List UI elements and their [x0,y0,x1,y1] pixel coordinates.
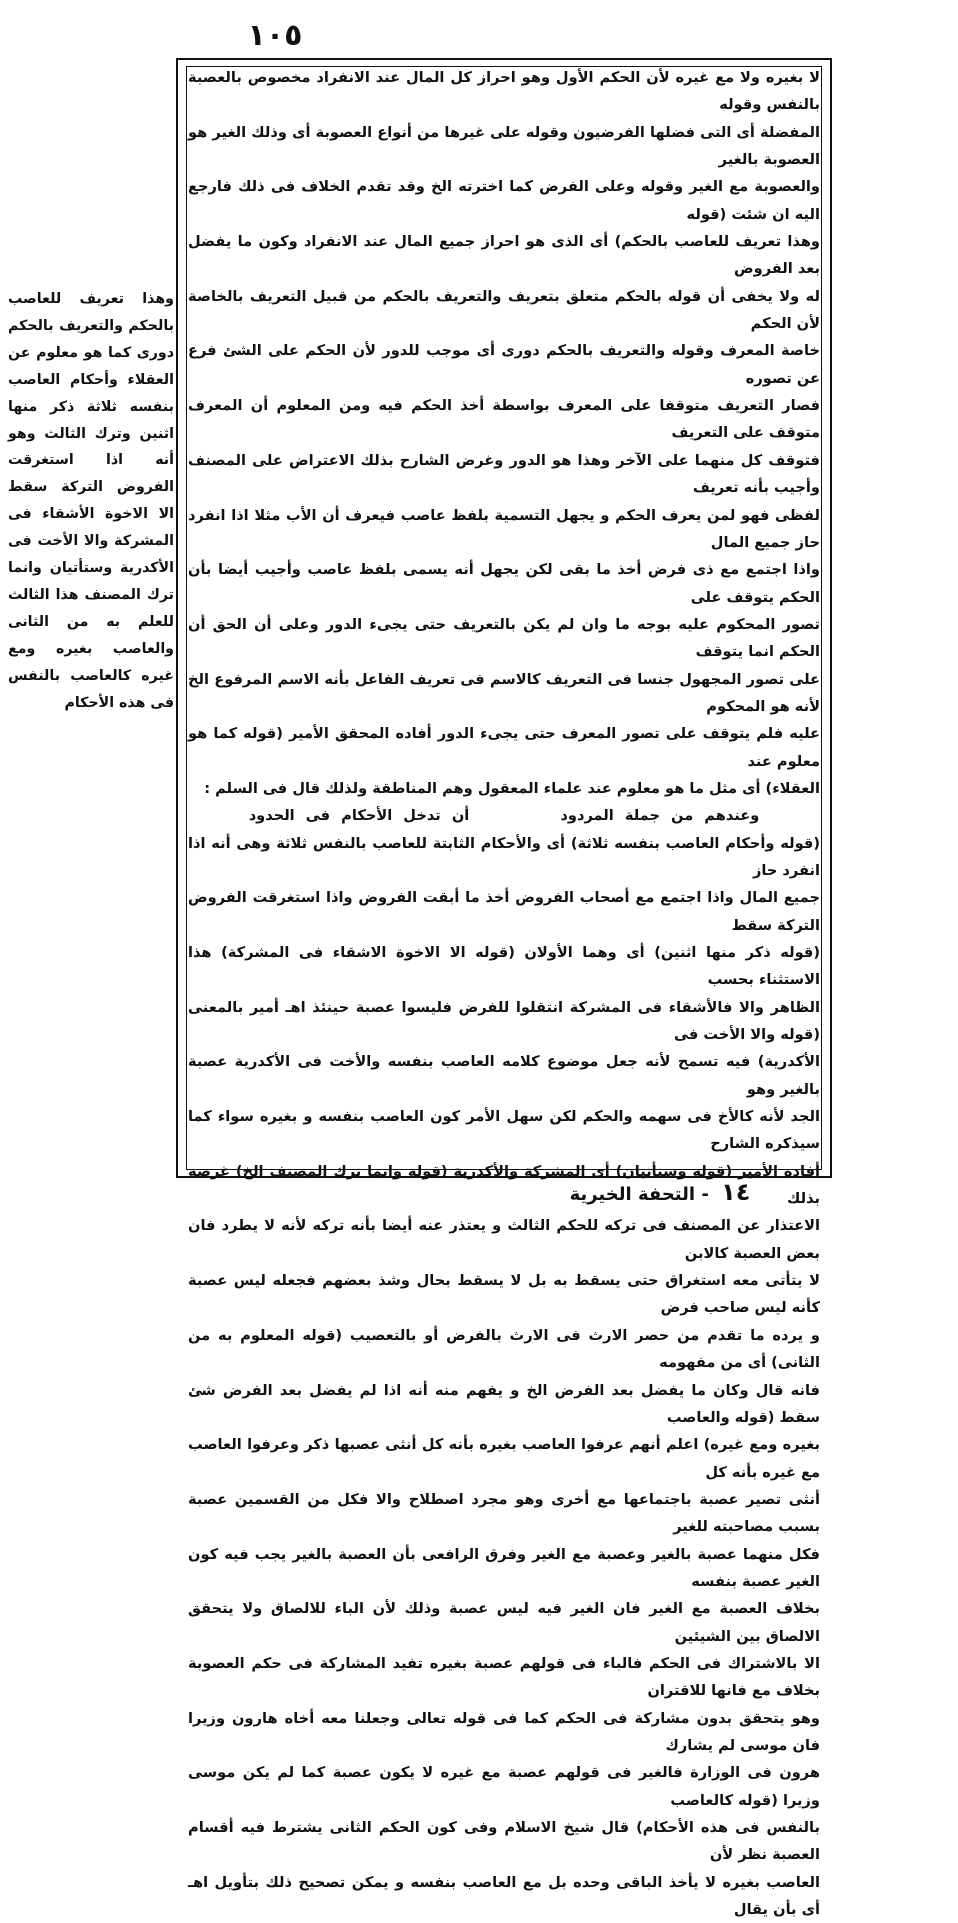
text-line: بغيره ومع غيره) اعلم أنهم عرفوا العاصب بغيره بأنه كل أنثى عصبها ذكر وعرفوا العاصب مع غيره بأنه كل [188,1436,820,1481]
page-footer [560,1178,760,1206]
text-line: لا يتأتى معه استغراق حتى يسقط به بل لا يسقط بحال وشذ بعضهم فجعله ليس عصبة كأنه ليس صاحب فرض [188,1272,820,1317]
text-line: وهو يتحقق بدون مشاركة فى الحكم كما فى قوله تعالى وجعلنا معه أخاه هارون وزيرا فان موسى لم يشارك [188,1709,820,1754]
verse-first-hemistich: وعندهم من جملة المردود [560,807,760,825]
text-line: العاصب بغيره لا يأخذ الباقى وحده بل مع العاصب بنفسه و يمكن تصحيح ذلك بتأويل اهـ أى بأن يقال [188,1873,820,1919]
text-line: عليه فلم يتوقف على تصور المعرف حتى يجىء الدور أفاده المحقق الأمير (قوله كما هو معلوم عند [188,725,820,770]
text-line: فكل منهما عصبة بالغير وعصبة مع الغير وفرق الرافعى بأن العصبة بالغير يجب فيه كون الغير عصبة بنفسه [188,1545,820,1590]
text-line: فانه قال وكان ما يفضل بعد الفرض الخ و يفهم منه أنه اذا لم يفضل بعد الفرض شئ سقط (قوله والعاصب [188,1381,820,1426]
poem-verse [188,802,820,829]
text-line: أنثى تصير عصبة باجتماعها مع أخرى وهو مجرد اصطلاح والا فكل من القسمين عصبة بسبب مصاحبته للغير [188,1490,820,1536]
text-line: فتوقف كل منهما على الآخر وهذا هو الدور وغرض الشارح بذلك الاعتراض على المصنف وأجيب بأنه تعريف [188,451,820,497]
text-line: هرون فى الوزارة فالغير فى قولهم عصبة مع غيره لا يكون عصبة كما لم يكن موسى وزيرا (قوله كالعاصب [188,1764,820,1809]
text-line: الأكدرية) فيه تسمح لأنه جعل موضوع كلامه العاصب بنفسه والأخت فى الأكدرية عصبة بالغير وهو [188,1053,820,1098]
margin-note: وهذا تعريف للعاصب بالحكم والتعريف بالحكم دورى كما هو معلوم عن العقلاء وأحكام العاصب بنفسه ثلاثة ذكر منها اثنين وترك الثالث وهو أنه اذا استغرقت الفروض التركة سقط الا الاخوة الأشقاء فى المشركة والا الأخت فى الأكدرية وستأتيان وانما ترك المصنف هذا الثالث للعلم به من الثانى والعاصب بغيره ومع غيره كالعاصب بالنفس فى هذه الأحكام [8,291,174,711]
text-line: المفضلة أى التى فضلها الفرضيون وقوله على غيرها من أنواع العصوبة أى وذلك الغير هو العصوبة بالغير [188,123,820,169]
text-line: خاصة المعرف وقوله والتعريف بالحكم دورى أى موجب للدور لأن الحكم على الشئ فرع عن تصوره [188,342,820,387]
text-line: على تصور المجهول جنسا فى التعريف كالاسم فى تعريف الفاعل بأنه الاسم المرفوع الخ لأنه هو المحكوم [188,670,820,715]
page-number: ١٠٥ [247,18,303,53]
text-line: فصار التعريف متوقفا على المعرف بواسطة أخذ الحكم فيه ومن المعلوم أن المعرف متوقف على التعريف [188,397,820,442]
text-line: تصور المحكوم عليه بوجه ما وان لم يكن بالتعريف حتى يجىء الدور وعلى أن الحق أن الحكم انما يتوقف [188,615,820,661]
footer-page-number: ١٤ [721,1178,751,1206]
text-line: العقلاء) أى مثل ما هو معلوم عند علماء المعقول وهم المناطقة ولذلك قال فى السلم : [204,779,820,797]
text-line: (قوله وأحكام العاصب بنفسه ثلاثة) أى والأحكام الثابتة للعاصب بالنفس ثلاثة وهى أنه اذا انفرد حاز [188,834,820,879]
text-line: بخلاف العصبة مع الغير فان الغير فيه ليس عصبة وذلك لأن الباء للالصاق ولا يتحقق الالصاق بين الشيئين [188,1600,820,1645]
text-line: لفظى فهو لمن يعرف الحكم و يجهل التسمية بلفظ عاصب فيعرف أن الأب مثلا اذا انفرد حاز جميع المال [188,506,820,551]
text-line: لا بغيره ولا مع غيره لأن الحكم الأول وهو احراز كل المال عند الانفراد مخصوص بالعصبة بالنفس وقوله [188,69,820,114]
text-line: جميع المال واذا اجتمع مع أصحاب الفروض أخذ ما أبقت الفروض واذا استغرقت الفروض التركة سقط [188,889,820,934]
verse-second-hemistich: أن تدخل الأحكام فى الحدود [248,807,470,825]
text-line: والعصوبة مع الغير وقوله وعلى الفرض كما اخترته الخ وقد تقدم الخلاف فى ذلك فارجع اليه ان شئت (قوله [188,178,820,223]
footer-book-title: التحفة الخيرية [569,1184,696,1205]
text-line: الاعتذار عن المصنف فى تركه للحكم الثالث و يعتذر عنه أيضا بأنه تركه لأنه لا يطرد فان بعض العصبة كالابن [188,1217,820,1262]
text-line: الظاهر والا فالأشقاء فى المشركة انتقلوا للفرض فليسوا عصبة حينئذ اهـ أمير بالمعنى (قوله والا الأخت فى [188,998,820,1044]
text-line: بالنفس فى هذه الأحكام) قال شيخ الاسلام وفى كون الحكم الثانى يشترط فيه أقسام العصبة نظر لأن [188,1819,820,1864]
text-line: واذا اجتمع مع ذى فرض أخذ ما بقى لكن يجهل أنه يسمى بلفظ عاصب وأجيب أيضا بأن الحكم يتوقف على [188,561,820,606]
text-line: (قوله ذكر منها اثنين) أى وهما الأولان (قوله الا الاخوة الاشقاء فى المشركة) هذا الاستثناء بحسب [188,944,820,989]
text-line: و يرده ما تقدم من حصر الارث فى الارث بالفرض أو بالتعصيب (قوله المعلوم به من الثانى) أى من مفهومه [188,1326,820,1372]
text-line: الا بالاشتراك فى الحكم فالباء فى قولهم عصبة بغيره تفيد المشاركة فى حكم العصوبة بخلاف مع فانها للاقتران [188,1654,820,1700]
text-line: أفاده الأمير (قوله وستأتيان) أى المشركة والأكدرية (قوله وانما ترك المصنف الخ) غرضه بذلك [188,1162,820,1208]
footer-dash: - [701,1184,709,1205]
text-line: الجد لأنه كالأخ فى سهمه والحكم لكن سهل الأمر كون العاصب بنفسه و بغيره سواء كما سيذكره الشارح [188,1108,820,1153]
text-line: له ولا يخفى أن قوله بالحكم متعلق بتعريف والتعريف بالحكم من قبيل التعريف بالخاصة لأن الحكم [188,287,820,333]
text-line: وهذا تعريف للعاصب بالحكم) أى الذى هو احراز جميع المال عند الانفراد وكون ما يفضل بعد الفروض [188,233,820,278]
